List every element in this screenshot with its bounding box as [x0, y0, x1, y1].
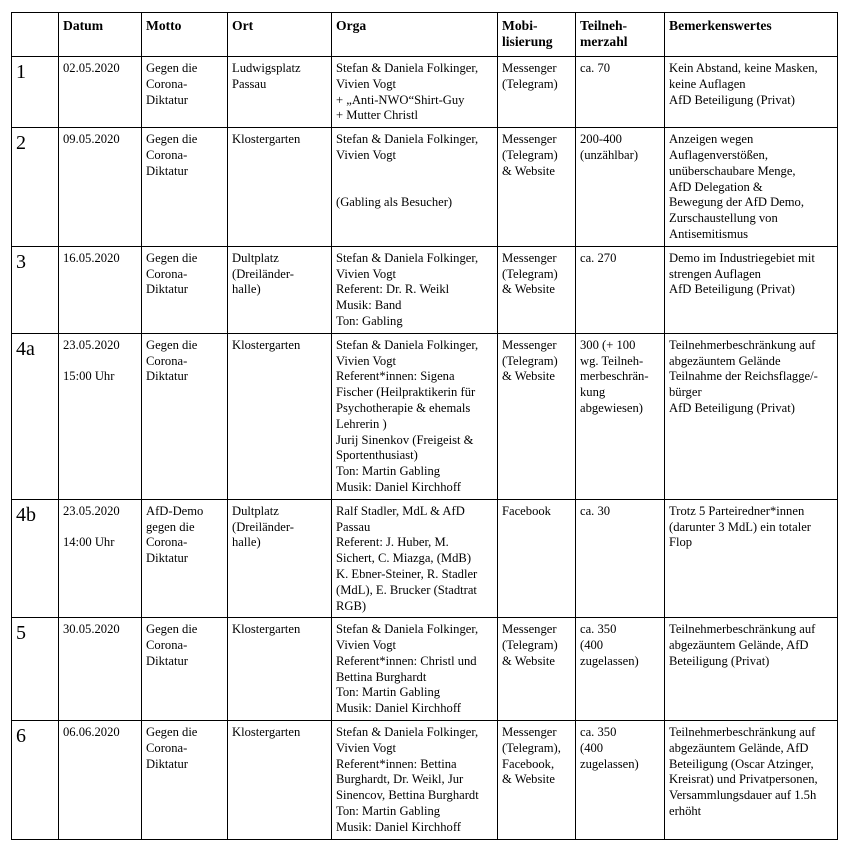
- orga-cell: [332, 618, 498, 721]
- cell-line: Zurschaustellung von: [669, 211, 778, 226]
- cell-line: Lehrerin ): [336, 416, 387, 431]
- cell-line: (Telegram): [502, 147, 558, 162]
- cell-line: 30.05.2020: [63, 622, 120, 637]
- cell-line: Dultplatz: [232, 503, 279, 518]
- cell-line: (Dreiländer-: [232, 266, 294, 281]
- table-row: [12, 499, 838, 618]
- cell-line: 14:00 Uhr: [63, 535, 115, 550]
- header-bemerkenswertes: Bemerkenswertes: [665, 13, 838, 57]
- cell-line: Messenger: [502, 61, 557, 75]
- cell-line: Messenger: [502, 250, 557, 265]
- cell-line: Beteiligung (Oscar Atzinger,: [669, 756, 814, 771]
- cell-line: Corona-: [146, 535, 188, 550]
- cell-line: bürger: [669, 385, 702, 400]
- cell-line: wg. Teilneh-: [580, 353, 644, 368]
- cell-line: 02.05.2020: [63, 61, 120, 75]
- demo-table: [11, 12, 838, 840]
- header-teilnehmerzahl: Teilneh- merzahl: [576, 13, 665, 57]
- row-number: 2: [12, 128, 59, 247]
- cell-line: Stefan & Daniela Folkinger,: [336, 622, 479, 637]
- teilnehmerzahl-cell: [576, 128, 665, 247]
- cell-line: Corona-: [146, 740, 188, 755]
- ort-cell: [228, 57, 332, 128]
- cell-line: Gegen die: [146, 132, 198, 147]
- cell-line: Versammlungsdauer auf 1.5h: [669, 788, 817, 803]
- cell-line: erhöht: [669, 804, 702, 819]
- table-row: [12, 128, 838, 247]
- cell-line: Ton: Martin Gabling: [336, 464, 441, 479]
- cell-line: Referent*innen: Bettina: [336, 756, 457, 771]
- cell-line: Vivien Vogt: [336, 266, 397, 281]
- row-number: 4b: [12, 499, 59, 618]
- cell-line: 23.05.2020: [63, 337, 120, 352]
- cell-line: Messenger: [502, 132, 557, 147]
- cell-line: Diktatur: [146, 756, 188, 771]
- cell-line: abgezäuntem Gelände, AfD: [669, 740, 809, 755]
- row-number: 3: [12, 246, 59, 333]
- cell-line: Sichert, C. Miazga, (MdB): [336, 551, 472, 566]
- cell-line: Gegen die: [146, 337, 198, 352]
- cell-line: [336, 180, 494, 196]
- cell-line: Jurij Sinenkov (Freigeist &: [336, 432, 474, 447]
- cell-line: & Website: [502, 163, 555, 178]
- cell-line: Stefan & Daniela Folkinger,: [336, 61, 479, 75]
- mobilisierung-cell: [498, 246, 576, 333]
- cell-line: Messenger: [502, 337, 557, 352]
- cell-line: Diktatur: [146, 369, 188, 384]
- cell-line: Anzeigen wegen: [669, 132, 754, 147]
- cell-line: Vivien Vogt: [336, 638, 397, 653]
- cell-line: Kein Abstand, keine Masken,: [669, 61, 818, 75]
- motto-cell: [142, 246, 228, 333]
- cell-line: Ton: Gabling: [336, 313, 403, 328]
- cell-line: [336, 164, 494, 180]
- cell-line: Corona-: [146, 638, 188, 653]
- bemerkenswertes-cell: [665, 333, 838, 499]
- mobilisierung-cell: [498, 128, 576, 247]
- cell-line: Referent*innen: Sigena: [336, 369, 455, 384]
- header-mobilisierung: Mobi- lisierung: [498, 13, 576, 57]
- cell-line: Trotz 5 Parteiredner*innen: [669, 503, 805, 518]
- cell-line: Corona-: [146, 353, 188, 368]
- cell-line: halle): [232, 282, 261, 297]
- cell-line: Ton: Martin Gabling: [336, 804, 441, 819]
- teilnehmerzahl-cell: [576, 246, 665, 333]
- cell-line: (Telegram): [502, 266, 558, 281]
- motto-cell: [142, 721, 228, 840]
- cell-line: Bettina Burghardt: [336, 669, 427, 684]
- orga-cell: [332, 128, 498, 247]
- mobilisierung-cell: [498, 618, 576, 721]
- datum-cell: [59, 57, 142, 128]
- table-row: [12, 333, 838, 499]
- row-number: 1: [12, 57, 59, 128]
- cell-line: Teilnehmerbeschränkung auf: [669, 725, 816, 740]
- cell-line: Corona-: [146, 266, 188, 281]
- cell-line: Musik: Daniel Kirchhoff: [336, 479, 461, 494]
- cell-line: Kreisrat) und Privatpersonen,: [669, 772, 818, 787]
- cell-line: Fischer (Heilpraktikerin für: [336, 385, 476, 400]
- cell-line: merbeschrän-: [580, 369, 649, 384]
- cell-line: 09.05.2020: [63, 132, 120, 147]
- cell-line: (Telegram): [502, 76, 558, 91]
- cell-line: K. Ebner-Steiner, R. Stadler: [336, 566, 478, 581]
- motto-cell: [142, 499, 228, 618]
- cell-line: (unzählbar): [580, 147, 639, 162]
- table-row: [12, 246, 838, 333]
- cell-line: Vivien Vogt: [336, 147, 397, 162]
- ort-cell: [228, 246, 332, 333]
- cell-line: Demo im Industriegebiet mit: [669, 250, 815, 265]
- cell-line: Messenger: [502, 725, 557, 740]
- table-row: [12, 57, 838, 128]
- cell-line: Gegen die: [146, 61, 198, 75]
- ort-cell: [228, 333, 332, 499]
- cell-line: (MdL), E. Brucker (Stadtrat: [336, 582, 477, 597]
- orga-cell: [332, 57, 498, 128]
- cell-line: Sinencov, Bettina Burghardt: [336, 788, 479, 803]
- cell-line: Musik: Daniel Kirchhoff: [336, 701, 461, 716]
- cell-line: Bewegung der AfD Demo,: [669, 195, 805, 210]
- datum-cell: [59, 499, 142, 618]
- cell-line: Teilnehmerbeschränkung auf: [669, 337, 816, 352]
- cell-line: Musik: Band: [336, 298, 402, 313]
- teilnehmerzahl-cell: [576, 721, 665, 840]
- cell-line: Gegen die: [146, 622, 198, 637]
- ort-cell: [228, 721, 332, 840]
- table-row: [12, 721, 838, 840]
- ort-cell: [228, 618, 332, 721]
- cell-line: ca. 70: [580, 61, 611, 75]
- row-number: 4a: [12, 333, 59, 499]
- cell-line: Klostergarten: [232, 725, 301, 740]
- cell-line: Musik: Daniel Kirchhoff: [336, 819, 461, 834]
- cell-line: ca. 350: [580, 725, 617, 740]
- cell-line: Psychotherapie & ehemals: [336, 400, 471, 415]
- orga-cell: [332, 721, 498, 840]
- cell-line: Stefan & Daniela Folkinger,: [336, 132, 479, 147]
- teilnehmerzahl-cell: [576, 618, 665, 721]
- cell-line: abgezäuntem Gelände: [669, 353, 781, 368]
- table-row: [12, 618, 838, 721]
- cell-line: (400: [580, 638, 604, 653]
- cell-line: + „Anti-NWO“Shirt-Guy: [336, 92, 465, 107]
- cell-line: Diktatur: [146, 92, 188, 107]
- cell-line: Auflagenverstößen,: [669, 147, 768, 162]
- bemerkenswertes-cell: [665, 499, 838, 618]
- cell-line: unüberschaubare Menge,: [669, 163, 796, 178]
- cell-line: Stefan & Daniela Folkinger,: [336, 337, 479, 352]
- mobilisierung-cell: [498, 333, 576, 499]
- table-body: [12, 57, 838, 840]
- row-number: 6: [12, 721, 59, 840]
- header-number: [12, 13, 59, 57]
- cell-line: Referent: Dr. R. Weikl: [336, 282, 450, 297]
- cell-line: Referent*innen: Christl und: [336, 653, 477, 668]
- datum-cell: [59, 333, 142, 499]
- bemerkenswertes-cell: [665, 246, 838, 333]
- cell-line: Passau: [232, 76, 267, 91]
- cell-line: & Website: [502, 653, 555, 668]
- cell-line: Ralf Stadler, MdL & AfD: [336, 503, 465, 518]
- cell-line: Beteiligung (Privat): [669, 653, 770, 668]
- cell-line: Burghardt, Dr. Weikl, Jur: [336, 772, 464, 787]
- cell-line: keine Auflagen: [669, 76, 746, 91]
- teilnehmerzahl-cell: [576, 333, 665, 499]
- cell-line: AfD Beteiligung (Privat): [669, 282, 795, 297]
- mobilisierung-cell: [498, 721, 576, 840]
- header-motto: Motto: [142, 13, 228, 57]
- cell-line: Diktatur: [146, 163, 188, 178]
- cell-line: (Telegram),: [502, 740, 561, 755]
- datum-cell: [59, 721, 142, 840]
- cell-line: & Website: [502, 369, 555, 384]
- cell-line: (Telegram): [502, 353, 558, 368]
- header-orga: Orga: [332, 13, 498, 57]
- cell-line: 06.06.2020: [63, 725, 120, 740]
- cell-line: Diktatur: [146, 653, 188, 668]
- header-ort: Ort: [228, 13, 332, 57]
- cell-line: AfD Delegation &: [669, 179, 763, 194]
- cell-line: gegen die: [146, 519, 195, 534]
- cell-line: 23.05.2020: [63, 503, 120, 518]
- teilnehmerzahl-cell: [576, 499, 665, 618]
- cell-line: (Dreiländer-: [232, 519, 294, 534]
- cell-line: Facebook: [502, 503, 551, 518]
- cell-line: (400: [580, 740, 604, 755]
- mobilisierung-cell: [498, 499, 576, 618]
- datum-cell: [59, 618, 142, 721]
- motto-cell: [142, 128, 228, 247]
- cell-line: Corona-: [146, 147, 188, 162]
- cell-line: (Gabling als Besucher): [336, 195, 453, 210]
- cell-line: AfD-Demo: [146, 503, 204, 518]
- cell-line: zugelassen): [580, 756, 639, 771]
- cell-line: Dultplatz: [232, 250, 279, 265]
- cell-line: Stefan & Daniela Folkinger,: [336, 250, 479, 265]
- motto-cell: [142, 618, 228, 721]
- header-row: [12, 13, 838, 57]
- cell-line: + Mutter Christl: [336, 108, 418, 123]
- cell-line: AfD Beteiligung (Privat): [669, 400, 795, 415]
- header-datum: Datum: [59, 13, 142, 57]
- cell-line: (Telegram): [502, 638, 558, 653]
- cell-line: 15:00 Uhr: [63, 369, 115, 384]
- cell-line: abgewiesen): [580, 400, 643, 415]
- orga-cell: [332, 246, 498, 333]
- orga-cell: [332, 499, 498, 618]
- cell-line: 300 (+ 100: [580, 337, 636, 352]
- cell-line: Diktatur: [146, 551, 188, 566]
- cell-line: Stefan & Daniela Folkinger,: [336, 725, 479, 740]
- orga-cell: [332, 333, 498, 499]
- cell-line: Gegen die: [146, 725, 198, 740]
- cell-line: [63, 354, 138, 370]
- motto-cell: [142, 333, 228, 499]
- cell-line: ca. 350: [580, 622, 617, 637]
- mobilisierung-cell: [498, 57, 576, 128]
- ort-cell: [228, 499, 332, 618]
- cell-line: Facebook,: [502, 756, 555, 771]
- datum-cell: [59, 246, 142, 333]
- cell-line: ca. 30: [580, 503, 611, 518]
- cell-line: Messenger: [502, 622, 557, 637]
- cell-line: strengen Auflagen: [669, 266, 761, 281]
- cell-line: Ton: Martin Gabling: [336, 685, 441, 700]
- cell-line: [63, 520, 138, 536]
- cell-line: Sportenthusiast): [336, 448, 418, 463]
- cell-line: Klostergarten: [232, 132, 301, 147]
- cell-line: Passau: [336, 519, 371, 534]
- cell-line: Teilnehmerbeschränkung auf: [669, 622, 816, 637]
- cell-line: Antisemitismus: [669, 226, 749, 241]
- cell-line: kung: [580, 385, 606, 400]
- bemerkenswertes-cell: [665, 721, 838, 840]
- datum-cell: [59, 128, 142, 247]
- bemerkenswertes-cell: [665, 618, 838, 721]
- teilnehmerzahl-cell: [576, 57, 665, 128]
- cell-line: Flop: [669, 535, 693, 550]
- cell-line: Gegen die: [146, 250, 198, 265]
- cell-line: & Website: [502, 282, 555, 297]
- cell-line: & Website: [502, 772, 555, 787]
- cell-line: Vivien Vogt: [336, 76, 397, 91]
- cell-line: Ludwigsplatz: [232, 61, 301, 75]
- cell-line: Teilnahme der Reichsflagge/-: [669, 369, 818, 384]
- cell-line: ca. 270: [580, 250, 617, 265]
- cell-line: Diktatur: [146, 282, 188, 297]
- motto-cell: [142, 57, 228, 128]
- cell-line: 16.05.2020: [63, 250, 120, 265]
- cell-line: Klostergarten: [232, 337, 301, 352]
- row-number: 5: [12, 618, 59, 721]
- cell-line: AfD Beteiligung (Privat): [669, 92, 795, 107]
- cell-line: abgezäuntem Gelände, AfD: [669, 638, 809, 653]
- cell-line: RGB): [336, 598, 367, 613]
- bemerkenswertes-cell: [665, 57, 838, 128]
- cell-line: 200-400: [580, 132, 622, 147]
- cell-line: zugelassen): [580, 653, 639, 668]
- cell-line: Corona-: [146, 76, 188, 91]
- bemerkenswertes-cell: [665, 128, 838, 247]
- cell-line: Referent: J. Huber, M.: [336, 535, 449, 550]
- cell-line: (darunter 3 MdL) ein totaler: [669, 519, 811, 534]
- cell-line: Klostergarten: [232, 622, 301, 637]
- ort-cell: [228, 128, 332, 247]
- cell-line: halle): [232, 535, 261, 550]
- cell-line: Vivien Vogt: [336, 740, 397, 755]
- cell-line: Vivien Vogt: [336, 353, 397, 368]
